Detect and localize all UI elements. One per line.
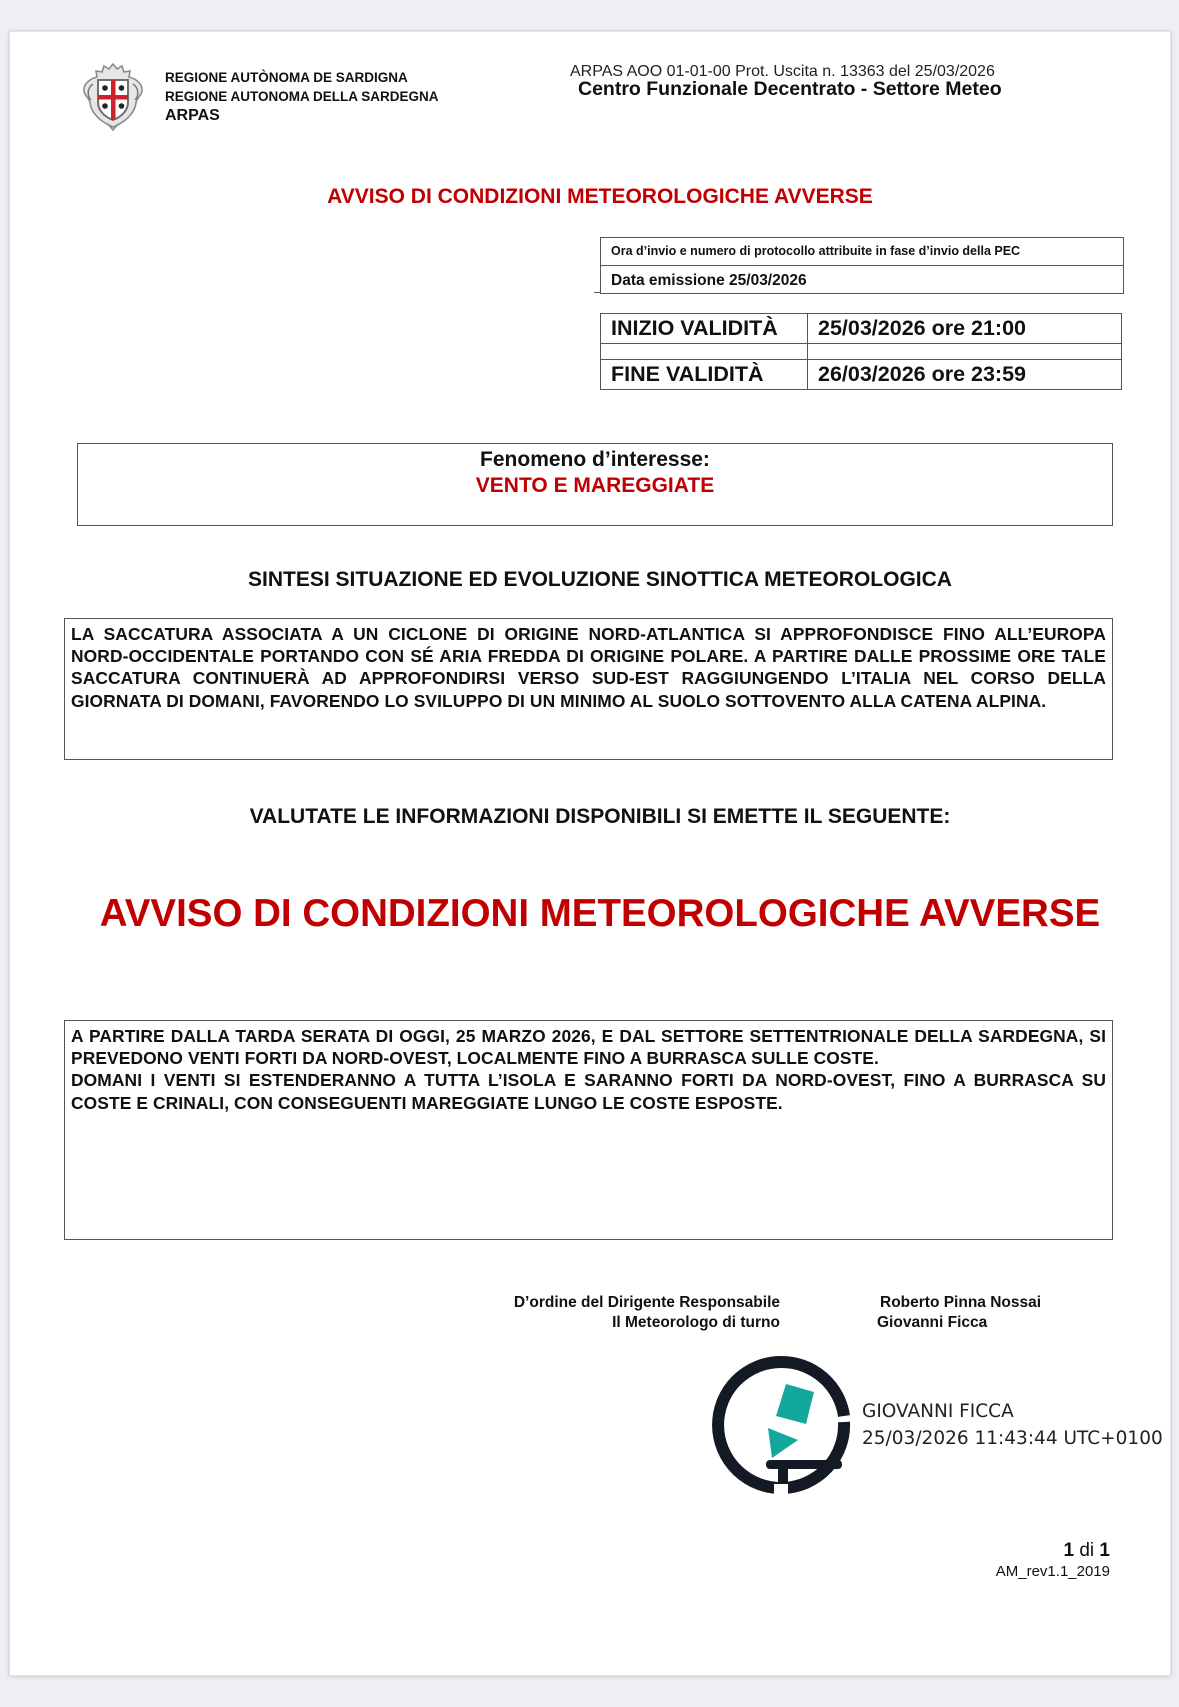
validity-end-row bbox=[601, 360, 1122, 390]
validity-end-label: FINE VALIDITÀ bbox=[601, 360, 808, 390]
phenomenon-box bbox=[77, 443, 1113, 526]
page-footer bbox=[910, 1540, 1110, 1580]
validity-table bbox=[600, 313, 1122, 390]
phenomenon-value: VENTO E MAREGGIATE bbox=[475, 474, 715, 497]
warning-box bbox=[64, 1020, 1113, 1240]
pec-note: Ora d’invio e numero di protocollo attribuite in fase d’invio della PEC bbox=[601, 238, 1123, 266]
digital-signature-stamp-icon bbox=[710, 1354, 852, 1496]
department-name: Centro Funzionale Decentrato - Settore Meteo bbox=[578, 78, 1002, 100]
synopsis-heading: SINTESI SITUAZIONE ED EVOLUZIONE SINOTTICA METEOROLOGICA bbox=[248, 568, 952, 591]
pec-info-box bbox=[600, 237, 1124, 294]
issue-date: Data emissione 25/03/2026 bbox=[611, 272, 807, 289]
warning-paragraph-1: A PARTIRE DALLA TARDA SERATA DI OGGI, 25 MARZO 2026, E DAL SETTORE SETTENTRIONALE DELLA SARDEGNA, SI PREVEDONO VENTI FORTI DA NORD-OVEST, LOCALMENTE FINO A BURRASCA SULLE COSTE. bbox=[71, 1026, 1106, 1069]
org-line-arpas: ARPAS bbox=[165, 107, 220, 124]
name-director: Roberto Pinna Nossai bbox=[880, 1294, 1042, 1311]
revision-code: AM_rev1.1_2019 bbox=[995, 1563, 1110, 1580]
validity-start-value: 25/03/2026 ore 21:00 bbox=[808, 314, 1122, 344]
synopsis-box bbox=[64, 618, 1113, 760]
warning-title: AVVISO DI CONDIZIONI METEOROLOGICHE AVVERSE bbox=[99, 892, 1101, 935]
validity-start-row bbox=[601, 314, 1122, 344]
warning-paragraph-2: DOMANI I VENTI SI ESTENDERANNO A TUTTA L’ISOLA E SARANNO FORTI DA NORD-OVEST, FINO A BURRASCA SU COSTE E CRINALI, CON CONSEGUENTI MAREGGIATE LUNGO LE COSTE ESPOSTE. bbox=[71, 1070, 1106, 1113]
org-line-italian: REGIONE AUTONOMA DELLA SARDEGNA bbox=[165, 89, 439, 104]
signature-names bbox=[877, 1293, 1042, 1333]
document-page bbox=[9, 31, 1171, 1676]
digital-signature-info bbox=[862, 1398, 1163, 1452]
validity-start-label: INIZIO VALIDITÀ bbox=[601, 314, 808, 344]
evaluation-heading: VALUTATE LE INFORMAZIONI DISPONIBILI SI EMETTE IL SEGUENTE: bbox=[249, 805, 951, 828]
signature-roles bbox=[410, 1293, 780, 1333]
name-meteorologist: Giovanni Ficca bbox=[877, 1314, 988, 1331]
phenomenon-label: Fenomeno d’interesse: bbox=[480, 448, 710, 471]
organization-name bbox=[165, 68, 439, 125]
org-line-sardinian: REGIONE AUTÒNOMA DE SARDIGNA bbox=[165, 70, 408, 85]
validity-end-value: 26/03/2026 ore 23:59 bbox=[808, 360, 1122, 390]
page-number: 1 di 1 bbox=[1063, 1540, 1110, 1561]
signature-timestamp: 25/03/2026 11:43:44 UTC+0100 bbox=[862, 1428, 1163, 1449]
divider bbox=[594, 292, 600, 293]
protocol-number: ARPAS AOO 01-01-00 Prot. Uscita n. 13363 del 25/03/2026 bbox=[570, 63, 995, 80]
document-title: AVVISO DI CONDIZIONI METEOROLOGICHE AVVERSE bbox=[327, 185, 873, 208]
role-director: D’ordine del Dirigente Responsabile bbox=[513, 1294, 780, 1311]
sardinia-coat-of-arms-icon bbox=[78, 60, 148, 134]
role-meteorologist: Il Meteorologo di turno bbox=[612, 1314, 780, 1331]
signer-name: GIOVANNI FICCA bbox=[862, 1401, 1014, 1422]
validity-spacer-row bbox=[601, 344, 1122, 360]
synopsis-text: LA SACCATURA ASSOCIATA A UN CICLONE DI ORIGINE NORD-ATLANTICA SI APPROFONDISCE FINO ALL’EUROPA NORD-OCCIDENTALE PORTANDO CON SÉ ARIA FREDDA DI ORIGINE POLARE. A PARTIRE DALLE PROSSIME ORE TALE SACCATURA CONTINUERÀ AD APPROFONDIRSI VERSO SUD-EST RAGGIUNGENDO L’ITALIA NEL CORSO DELLA GIORNATA DI DOMANI, FAVORENDO LO SVILUPPO DI UN MINIMO AL SUOLO SOTTOVENTO ALLA CATENA ALPINA. bbox=[71, 624, 1106, 711]
